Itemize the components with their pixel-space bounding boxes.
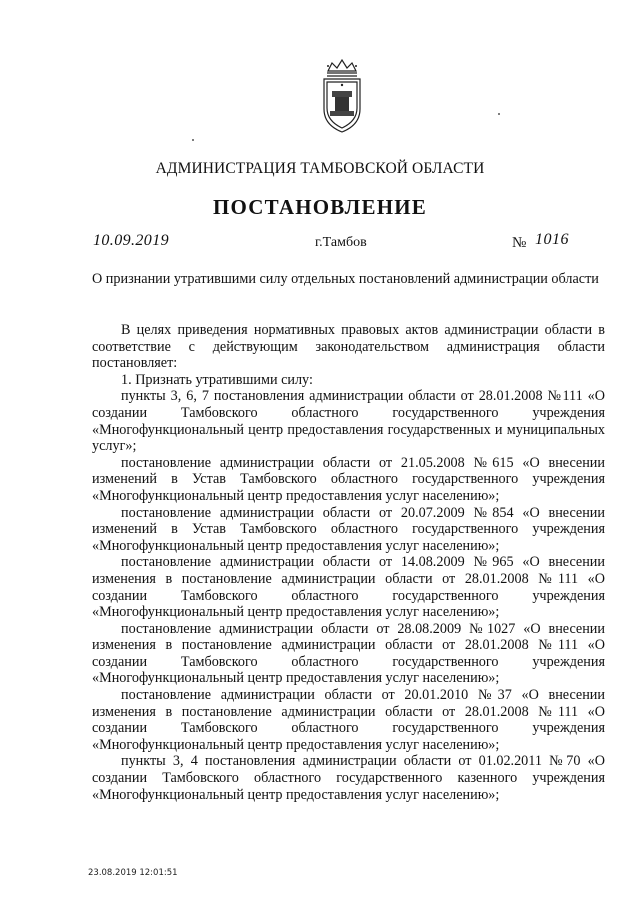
- coat-of-arms-icon: [318, 57, 366, 135]
- paragraph: постановление администрации области от 20.01.2010 №37 «О внесении изменения в постановление администрации области от 28.01.2008 №111 «О создании Тамбовского областного государственного учреждения «Многофункциональный центр предоставления услуг населению»;: [92, 687, 605, 753]
- document-body: [92, 322, 605, 803]
- paragraph: 1. Признать утратившими силу:: [121, 371, 313, 388]
- agency-name: АДМИНИСТРАЦИЯ ТАМБОВСКОЙ ОБЛАСТИ: [155, 160, 485, 177]
- document-title: ПОСТАНОВЛЕНИЕ: [212, 195, 428, 219]
- paragraph: В целях приведения нормативных правовых актов администрации области в соответствие с действующим законодательством администрация области постановляет:: [92, 322, 605, 372]
- document-city: г.Тамбов: [315, 235, 367, 250]
- print-timestamp: 23.08.2019 12:01:51: [88, 868, 178, 878]
- paragraph: пункты 3, 4 постановления администрации области от 01.02.2011 №70 «О создании Тамбовского областного государственного казенного учреждения «Многофункциональный центр предоставления услуг населению»;: [92, 753, 605, 803]
- paragraph: постановление администрации области от 14.08.2009 №965 «О внесении изменения в постановление администрации области от 28.01.2008 №111 «О создании Тамбовского областного государственного учреждения «Многофункциональный центр предоставления услуг населению»;: [92, 554, 605, 621]
- number-sign: №: [512, 235, 527, 251]
- document-date: 10.09.2019: [93, 232, 169, 249]
- document-subject: О признании утратившими силу отдельных постановлений администрации области: [92, 271, 599, 287]
- paragraph: постановление администрации области от 21.05.2008 №615 «О внесении изменений в Устав Тамбовского областного государственного учреждения «Многофункциональный центр предоставления услуг населению»;: [92, 454, 605, 504]
- scan-speck: [498, 113, 500, 115]
- document-number: 1016: [535, 231, 569, 248]
- paragraph: постановление администрации области от 28.08.2009 №1027 «О внесении изменения в постановление администрации области от 28.01.2008 №111 «О создании Тамбовского областного государственного учреждения «Многофункциональный центр предоставления услуг населению»;: [92, 620, 605, 687]
- paragraph: пункты 3, 6, 7 постановления администрации области от 28.01.2008 №111 «О создании Тамбовского областного государственного учреждения «Многофункциональный центр предоставления государственных и муниципальных услуг»;: [92, 388, 605, 455]
- paragraph: постановление администрации области от 20.07.2009 №854 «О внесении изменений в Устав Тамбовского областного государственного учреждения «Многофункциональный центр предоставления услуг населению»;: [92, 504, 605, 554]
- scan-speck: [192, 139, 194, 141]
